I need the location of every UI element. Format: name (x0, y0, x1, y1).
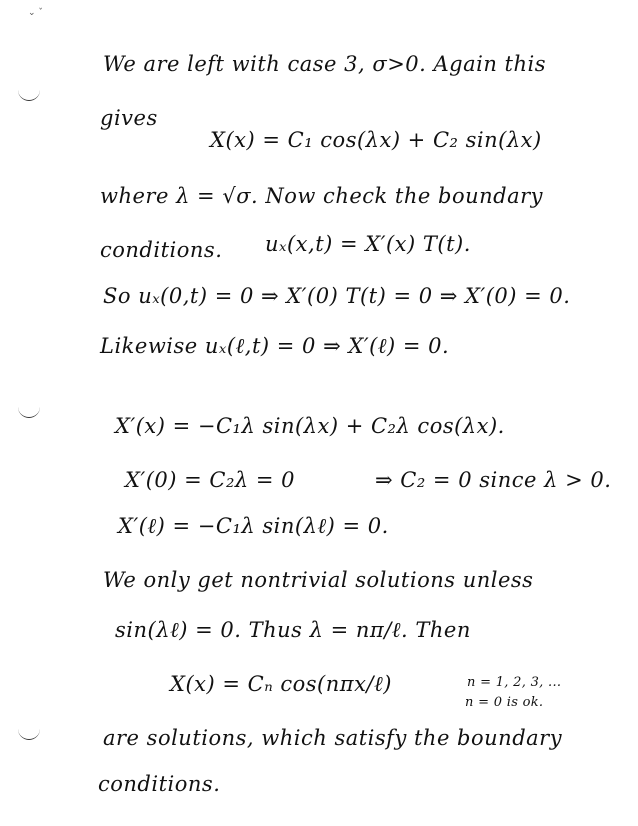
note-line-2: gives (100, 106, 158, 130)
note-equation-general-solution: X(x) = C₁ cos(λx) + C₂ sin(λx) (210, 128, 542, 152)
note-line-3: where λ = √σ. Now check the boundary (100, 184, 544, 208)
note-line-10: conditions. (98, 772, 221, 796)
note-line-9: are solutions, which satisfy the boundary (103, 726, 563, 750)
note-equation-ux: uₓ(x,t) = X′(x) T(t). (265, 232, 471, 256)
binder-hole-mark-top (18, 88, 40, 101)
note-line-5: So uₓ(0,t) = 0 ⇒ X′(0) T(t) = 0 ⇒ X′(0) = 0. (103, 284, 571, 308)
note-line-4: conditions. (100, 238, 223, 262)
note-equation-x-prime-ell: X′(ℓ) = −C₁λ sin(λℓ) = 0. (118, 514, 389, 538)
note-line-7: We only get nontrivial solutions unless (103, 568, 534, 592)
note-equation-x-prime-zero: X′(0) = C₂λ = 0 (125, 468, 296, 492)
note-index-range: n = 1, 2, 3, ... (467, 675, 562, 690)
note-equation-eigenfunction: X(x) = Cₙ cos(nπx/ℓ) (170, 672, 392, 696)
note-implication-c2-zero: ⇒ C₂ = 0 since λ > 0. (375, 468, 612, 492)
note-equation-derivative: X′(x) = −C₁λ sin(λx) + C₂λ cos(λx). (115, 414, 505, 438)
note-line-1: We are left with case 3, σ>0. Again this (103, 52, 547, 76)
note-index-zero-ok: n = 0 is ok. (465, 695, 544, 710)
note-line-6: Likewise uₓ(ℓ,t) = 0 ⇒ X′(ℓ) = 0. (100, 334, 450, 358)
note-line-8: sin(λℓ) = 0. Thus λ = nπ/ℓ. Then (115, 618, 471, 642)
binder-hole-mark-bottom (18, 727, 40, 740)
binder-hole-mark-middle (18, 405, 40, 418)
corner-scan-mark: ⌄ ˇ (28, 8, 43, 18)
